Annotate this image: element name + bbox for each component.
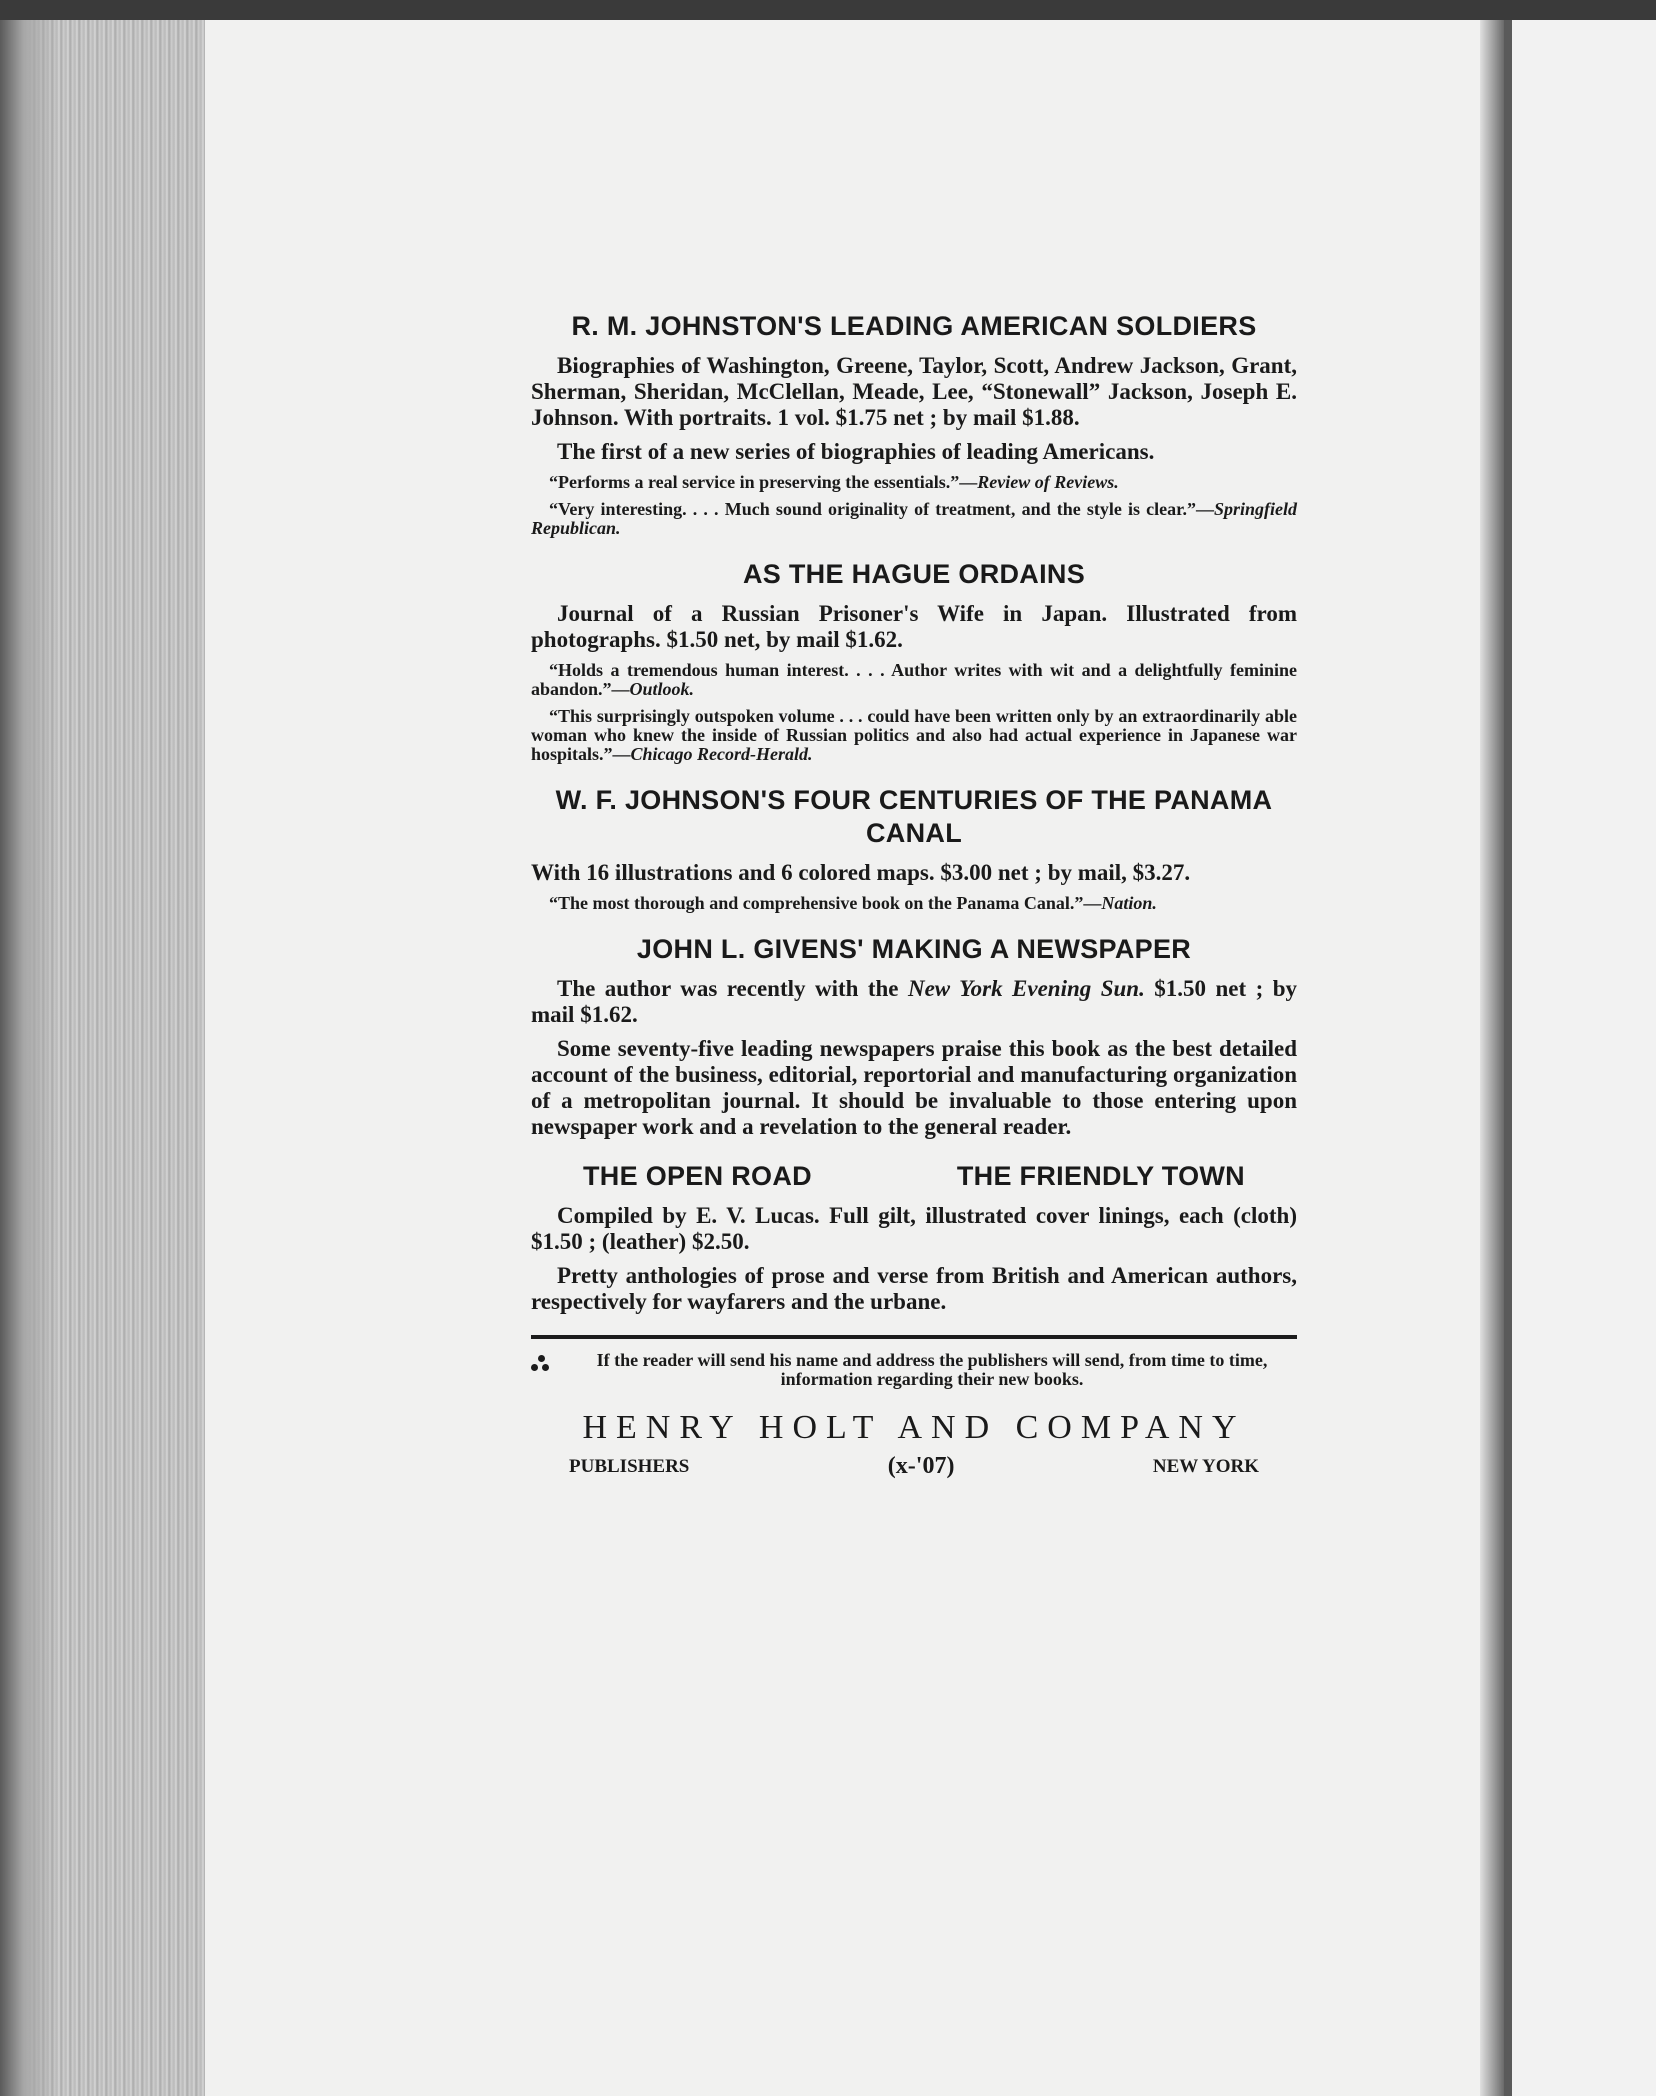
publisher-name: HENRY HOLT AND COMPANY	[582, 1409, 1246, 1446]
section-as-the-hague-ordains	[531, 558, 1297, 764]
section-title: JOHN L. GIVENS' MAKING A NEWSPAPER	[636, 934, 1192, 964]
review-quote: “The most thorough and comprehensive book on the Panama Canal.”—Nation.	[549, 893, 1157, 913]
issue-code: (x-'07)	[887, 1453, 955, 1479]
section-title: AS THE HAGUE ORDAINS	[742, 559, 1086, 589]
section-open-road-friendly-town	[531, 1160, 1297, 1315]
book-description: Compiled by E. V. Lucas. Full gilt, illustrated cover linings, each (cloth) $1.50 ; (leather) $2.50.	[531, 1203, 1297, 1254]
advertisement-page	[531, 310, 1297, 1480]
publisher-city: NEW YORK	[1152, 1455, 1259, 1477]
mailing-notice	[531, 1351, 1297, 1389]
section-panama-canal	[531, 784, 1297, 913]
mailing-notice-text: If the reader will send his name and address the publishers will send, from time to time, information regarding their new books.	[596, 1350, 1268, 1389]
book-page-edges	[0, 20, 209, 2096]
book-summary: Pretty anthologies of prose and verse from British and American authors, respectively for wayfarers and the urbane.	[531, 1263, 1297, 1314]
section-making-a-newspaper	[531, 933, 1297, 1140]
review-quote: “Holds a tremendous human interest. . . . Author writes with wit and a delightfully feminine abandon.”—Outlook.	[531, 660, 1297, 699]
title-open-road: THE OPEN ROAD	[583, 1161, 812, 1191]
book-gutter-shadow	[1480, 20, 1504, 2096]
book-praise: Some seventy-five leading newspapers praise this book as the best detailed account of the business, editorial, reportorial and manufacturing organization of a metropolitan journal. It should be invaluable to those entering upon newspaper work and a revelation to the general reader.	[531, 1036, 1297, 1139]
section-title: W. F. JOHNSON'S FOUR CENTURIES OF THE PANAMA CANAL	[555, 785, 1273, 848]
title-friendly-town: THE FRIENDLY TOWN	[956, 1161, 1245, 1191]
book-description: The author was recently with the New York Evening Sun. $1.50 net ; by mail $1.62.	[531, 976, 1297, 1027]
publishers-label: PUBLISHERS	[569, 1455, 690, 1477]
publisher-footer	[531, 1453, 1297, 1480]
series-note: The first of a new series of biographies of leading Americans.	[557, 439, 1155, 464]
three-dots-ornament-icon	[531, 1355, 553, 1377]
review-quote: “Performs a real service in preserving the essentials.”—Review of Reviews.	[549, 472, 1119, 492]
section-title: R. M. JOHNSTON'S LEADING AMERICAN SOLDIERS	[571, 311, 1257, 341]
book-description: With 16 illustrations and 6 colored maps. $3.00 net ; by mail, $3.27.	[531, 860, 1191, 885]
facing-page-strip	[1504, 20, 1656, 2096]
section-leading-american-soldiers	[531, 310, 1297, 538]
book-description: Journal of a Russian Prisoner's Wife in Japan. Illustrated from photographs. $1.50 net, by mail $1.62.	[531, 601, 1297, 652]
divider-rule	[531, 1335, 1297, 1339]
review-quote: “This surprisingly outspoken volume . . . could have been written only by an extraordinarily able woman who knew the inside of Russian politics and also had actual experience in Japanese war hospitals.”—Chicago Record-Herald.	[531, 706, 1297, 764]
section-title	[531, 1160, 1297, 1193]
review-quote: “Very interesting. . . . Much sound originality of treatment, and the style is clear.”—Springfield Republican.	[531, 499, 1297, 538]
book-description: Biographies of Washington, Greene, Taylor, Scott, Andrew Jackson, Grant, Sherman, Sheridan, McClellan, Meade, Lee, “Stonewall” Jackson, Joseph E. Johnson. With portraits. 1 vol. $1.75 net ; by mail $1.88.	[531, 353, 1297, 430]
